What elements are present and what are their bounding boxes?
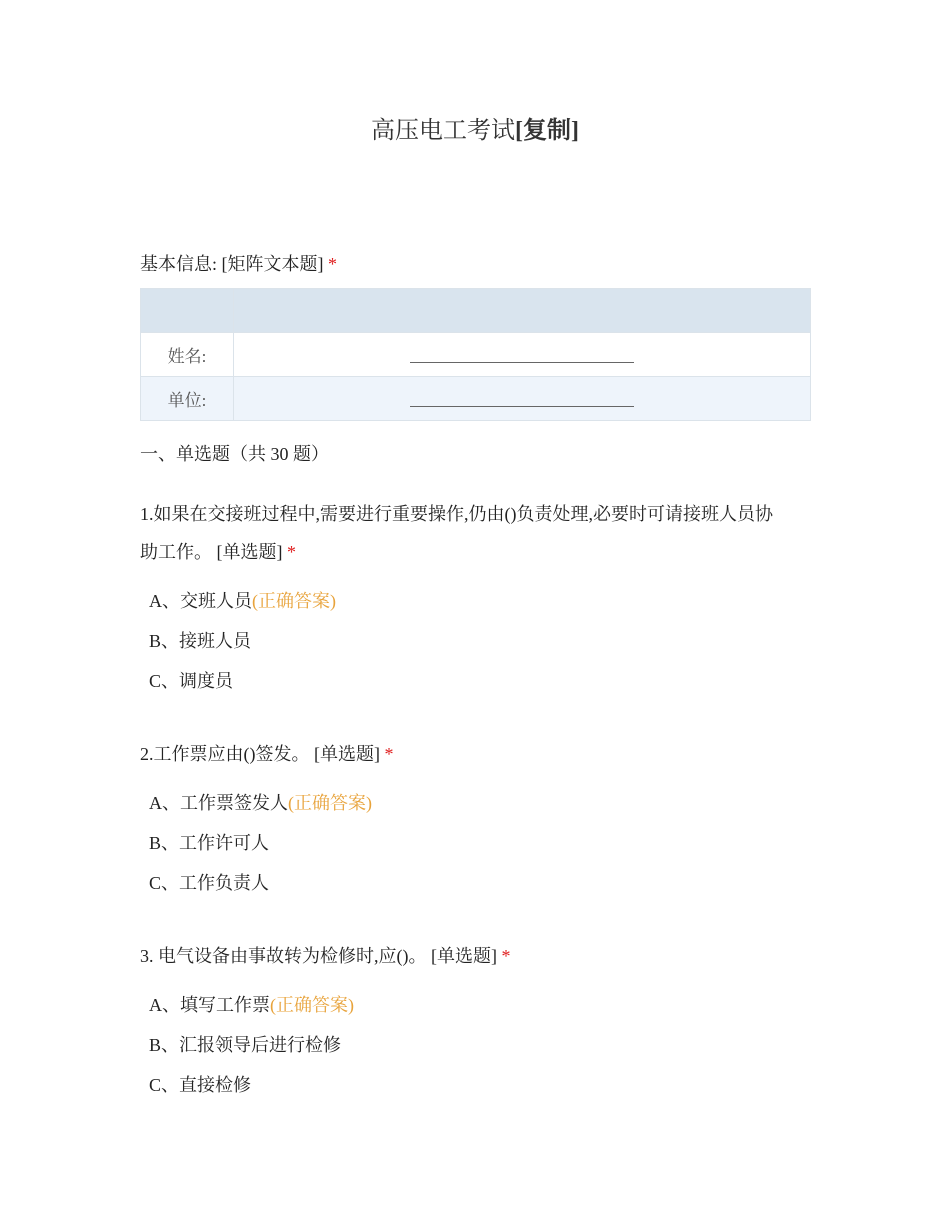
question-2-text: 2.工作票应由()签发。 [140,744,310,764]
matrix-row-unit [141,377,811,421]
matrix-row-name [141,333,811,377]
correct-answer-marker: (正确答案) [252,591,336,611]
basic-info-matrix [140,288,811,421]
page-title [0,110,950,145]
page-title-main: 高压电工考试 [371,118,515,144]
option-3c[interactable] [149,1071,251,1097]
name-field[interactable] [234,333,811,377]
question-2-title [140,735,810,773]
question-type-tag: [单选题] [216,542,283,562]
option-label: A、交班人员 [149,591,252,611]
question-1-text-line2-content: 助工作。 [140,542,212,562]
option-label: B、接班人员 [149,631,252,651]
question-3-text: 3. 电气设备由事故转为检修时,应()。 [140,946,427,966]
required-marker: * [501,946,511,966]
question-type-tag: [单选题] [314,744,380,764]
option-label: C、工作负责人 [149,873,270,893]
option-2a[interactable] [149,789,372,815]
required-marker: * [384,744,394,764]
question-type-tag: [单选题] [431,946,497,966]
option-2c[interactable] [149,869,269,895]
basic-info-title [140,245,810,283]
option-label: B、工作许可人 [149,833,270,853]
matrix-row-label: 姓名: [141,333,234,377]
matrix-header-cell [141,289,234,333]
option-label: A、工作票签发人 [149,793,288,813]
option-1b[interactable] [149,627,251,653]
required-marker: * [287,542,296,562]
matrix-header-cell [234,289,811,333]
required-marker: * [328,254,338,274]
basic-info-tag: [矩阵文本题] [221,254,324,274]
question-1-text-line1: 1.如果在交接班过程中,需要进行重要操作,仍由()负责处理,必要时可请接班人员协 [140,504,773,524]
option-label: C、调度员 [149,671,234,691]
option-3a[interactable] [149,991,354,1017]
matrix-row-label: 单位: [141,377,234,421]
option-label: C、直接检修 [149,1075,252,1095]
option-2b[interactable] [149,829,269,855]
option-label: B、汇报领导后进行检修 [149,1035,342,1055]
page-title-suffix: [复制] [515,118,579,144]
unit-field[interactable] [234,377,811,421]
name-blank-line[interactable] [410,348,634,363]
option-label: A、填写工作票 [149,995,270,1015]
question-1-title [140,495,810,571]
unit-blank-line[interactable] [410,392,634,407]
correct-answer-marker: (正确答案) [270,995,354,1015]
correct-answer-marker: (正确答案) [288,793,372,813]
matrix-header-row [141,289,811,333]
section-heading: 一、单选题（共 30 题） [140,444,329,464]
option-1c[interactable] [149,667,233,693]
question-3-title [140,937,810,975]
basic-info-label: 基本信息: [140,254,218,274]
question-1-text-line2 [140,533,810,571]
option-3b[interactable] [149,1031,341,1057]
option-1a[interactable] [149,587,336,613]
